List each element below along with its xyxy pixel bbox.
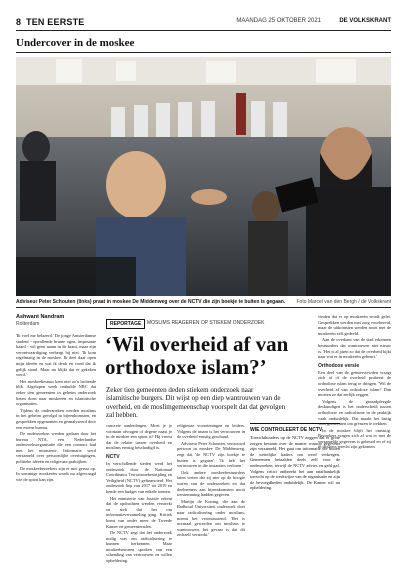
- paragraph: De NCTV zegt dat het onderzoek nodig was om radicalisering te kunnen herkennen. Maar moskeebesturen spreken van een schending van vertrouwen en willen opheldering.: [106, 530, 172, 564]
- article-column-2: [106, 423, 172, 573]
- intro-text: Zeker tien gemeenten deden stiekem onderzoek naar islamitische burgers. Dit wijst op een diep wantrouwen van de overheid, en de moslimgemeenschap voorspelt dat dat gevolgen zal hebben.: [106, 386, 286, 420]
- paragraph: Het moskeebestuur kent niet zo'n lachende blik. Afgelopen week onthulde NRC dat zeker tien gemeenten in geheim onderzoek lieten doen naar moskeeën en islamitische organisaties.: [16, 378, 96, 407]
- paragraph: religieuze voorzieningen en leiders. Volgens de imam is het vertrouwen in de overheid ernstig geschaad.: [177, 423, 245, 440]
- header-rule: [16, 30, 391, 31]
- paragraph: Adviseur Peter Schouten, vertrouwd persoon in moskee De Middenweg, zegt dat 'de NCTV zijn boekje te buiten is gegaan'. 'Ik heb het vertrouwen in die instanties verloren.': [177, 440, 245, 469]
- info-box-body: Toezichthouders op de NCTV zeggen dat er grote zorgen bestaan over de manier waarop gegevens zijn verzameld. Het gaat om informatie die buiten de wettelijke kaders om werd verkregen. Gemeenten betaalden deels zelf voor de onderzoeken, terwijl de NCTV advies en geld gaf. Volgens critici ontbreekt het aan onafhankelijk toezicht op de werkwijze van de organisatie en zijn de bevoegdheden onduidelijk. De Kamer wil nu opheldering.: [250, 435, 340, 491]
- section-label: TEN EERSTE: [26, 17, 85, 27]
- paragraph: vinden dat er op moskeeën wordt gelet. Gesprekken werden met zorg voorbereid, maar de uitkomsten werden nooit met de moskeeën zelf gedeeld.: [318, 314, 391, 336]
- subheading: Orthodoxe versie: [318, 362, 360, 369]
- article-column-1: [16, 333, 96, 573]
- paragraph: Aan de overkant van de stad erkennen bestuurders dat wantrouwen niet nieuw is. 'Het is al jaren zo dat de overheid kijkt naar wat er in moskeeën gebeurt.': [318, 337, 391, 360]
- newspaper-name: DE VOLKSKRANT: [339, 18, 391, 24]
- photo-credit: Foto Marcel van den Bergh / de Volkskrant: [296, 299, 391, 305]
- page-kicker-title: Undercover in de moskee: [16, 37, 135, 49]
- article-column-4: [318, 314, 391, 572]
- lead-photo: [16, 57, 391, 296]
- paragraph: In verschillende steden werd het onderzoek door de Nationaal Coördinator Terrorismebestrijding en Veiligheid (NCTV) gefinancierd. Het onderzoek liep van 2017 tot 2019 en kende een budget van enkele tonnen.: [106, 460, 172, 494]
- kicker-rule: [16, 52, 391, 53]
- paragraph: 'Ik voel me belazerd.' De jonge Amsterdamse student - opvallende bruine ogen, imposante baard - wil geen naam in de krant, maar zijn verontwaardiging verbergt hij niet. 'Ik kom regelmatig in de moskee. Ik deel daar open mijn ideeën en wat ik denk en vond dat ik gelijk stond. Maar nu blijkt dat er gekeken werd.': [16, 333, 96, 378]
- paragraph: Het ministerie van Justitie erkent dat de opdrachten werden verstrekt en stelt dat het om informatieverzameling ging. Kritiek komt van onder meer de Tweede Kamer en gemeenteraden.: [106, 495, 172, 529]
- page-number: 8: [16, 17, 22, 27]
- paragraph: In de moskee blijft het onrustig. Bezoekers vragen zich af wat er met de verzamelde gegevens is gebeurd en of zij in dossiers terecht zijn gekomen.: [318, 427, 391, 450]
- dateline-place: Rotterdam: [16, 321, 40, 327]
- date-line: MAANDAG 25 OKTOBER 2021: [236, 18, 321, 24]
- reportage-subtitle: MOSLIMS REAGEREN OP STIEKEM ONDERZOEK: [147, 320, 265, 326]
- paragraph: Martijn de Koning, die aan de Radboud Universiteit onderzoek doet naar radicalisering onder moslims, noemt het verontrustend. 'Het is normaal geworden om moslims te wantrouwen, het gevaar is dat dit zichzelf versterkt.': [177, 498, 245, 538]
- page-header: [16, 17, 391, 29]
- paragraph: Ook andere moskeebestuurders laten weten dat zij niet op de hoogte waren van de onderzoeken en dat deelnemers aan bijeenkomsten nooit toestemming hadden gegeven.: [177, 469, 245, 498]
- reportage-badge: REPORTAGE: [106, 319, 145, 329]
- caption-rule: [16, 307, 391, 308]
- info-box-title: WIE CONTROLEERT DE NCTV: [250, 427, 323, 433]
- paragraph: Een deel van de geïnterviewden vraagt zich af of de overheid probeert de orthodoxe islam terug te dringen. 'Wil de overheid af van orthodoxe islam? Dan moeten ze dat eerlijk zeggen.': [318, 369, 391, 398]
- article-column-3: [177, 423, 245, 573]
- paragraph: Volgens de geraadpleegde deskundigen is het onderscheid tussen orthodoxie en radicalisme in de praktijk vaak onduidelijk. Dat maakt het lastig voor gemeenten om grenzen te trekken.: [318, 398, 391, 427]
- photo-caption: Adviseur Peter Schouten (links) praat in moskee De Middenweg over de NCTV die zijn boekje te buiten is gegaan.: [16, 299, 286, 305]
- paragraph: Tijdens de onderzoeken werden moslims in het geheim gevolgd in bijeenkomsten, en gesprekken opgenomen en geanalyseerd door een extern bureau.: [16, 407, 96, 430]
- paragraph: concrete aanleidingen. Moet je je voortaan afvragen of degene naast je in de moskee een spion is? Hij vreest dat de relatie tussen overheid en moslims ernstig beschadigd is.: [106, 423, 172, 451]
- paragraph: De moskeebezoekers zijn er niet gerust op. In sommige moskeeën wordt nu afgevraagd wie de spion kan zijn.: [16, 465, 96, 482]
- mosque-meeting-photo: [16, 57, 391, 296]
- paragraph: De onderzoeken werden gedaan door het bureau NTA, een Nederlandse onderzoeksorganisatie die een contract had met het ministerie. Informatie werd verzameld over persoonlijke overtuigingen, politieke ideeën en religieuze praktijken.: [16, 431, 96, 465]
- subheading: NCTV: [106, 453, 120, 460]
- headline: ‘Wil overheid af van orthodoxe islam?’: [105, 332, 289, 379]
- author-name: Ashwant Nandram: [16, 314, 65, 320]
